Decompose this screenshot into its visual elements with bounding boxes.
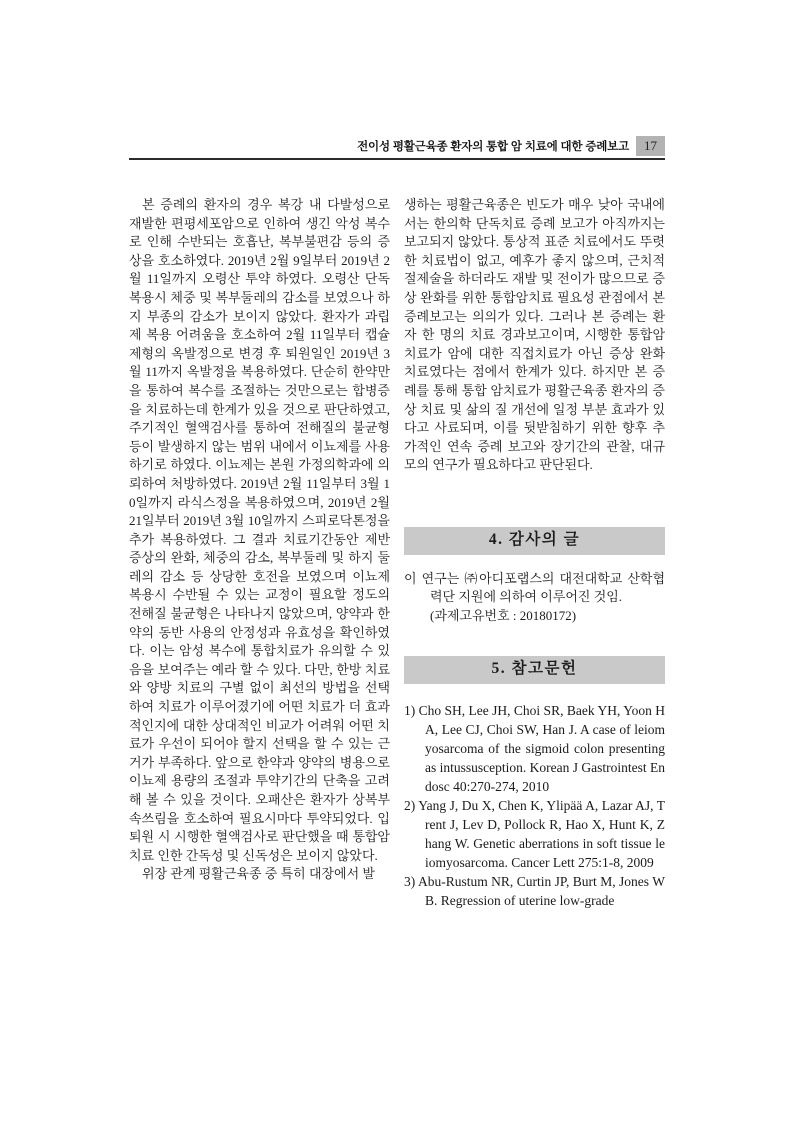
reference-marker: 3) [404, 873, 416, 889]
acknowledgment-text: 이 연구는 ㈜아디포랩스의 대전대학교 산학협력단 지원에 의하여 이루어진 것임. [404, 570, 665, 605]
reference-text: Yang J, Du X, Chen K, Ylipää A, Lazar AJ, Trent J, Lev D, Pollock R, Hao X, Hunt K, Zhang W. Genetic aberrations in soft tissue leiomyosarcoma. Cancer Lett 275:1-8, 2009 [418, 797, 666, 870]
two-column-body [129, 196, 665, 910]
reference-item [404, 796, 665, 872]
page-content [129, 136, 665, 910]
section-heading-references: 5. 참고문헌 [404, 656, 665, 684]
body-paragraph: 위장 관계 평활근육종 중 특히 대장에서 발 [142, 866, 375, 882]
page-header [129, 136, 665, 156]
section-heading-acknowledgment: 4. 감사의 글 [404, 527, 665, 555]
body-paragraph-continuation: 생하는 평활근육종은 빈도가 매우 낮아 국내에서는 한의학 단독치료 증례 보고가 아직까지는 보고되지 않았다. 통상적 표준 치료에서도 뚜렷한 치료법이 없고, 예후가 좋지 않으며, 근치적 절제술을 하더라도 재발 및 전이가 많으므로 증상 완화를 위한 통합암치료 필요성 관점에서 본 증례보고는 의의가 있다. 그러나 본 증례는 환자 한 명의 치료 경과보고이며, 시행한 통합암치료가 암에 대한 직접치료가 아닌 증상 완화 치료였다는 점에서 한계가 있다. 하지만 본 증례를 통해 통합 암치료가 평활근육종 환자의 증상 치료 및 삶의 질 개선에 일정 부분 효과가 있다고 사료되며, 이를 뒷받침하기 위한 향후 추가적인 연속 증례 보고와 장기간의 관찰, 대규모의 연구가 필요하다고 판단된다. [404, 197, 665, 473]
reference-marker: 1) [404, 702, 416, 718]
page-number: 17 [636, 136, 665, 156]
right-column [404, 196, 665, 910]
body-paragraph: 본 증례의 환자의 경우 복강 내 다발성으로 재발한 편평세포암으로 인하여 생긴 악성 복수로 인해 수반되는 호흡난, 복부불편감 등의 증상을 호소하였다. 2019년 2월 9일부터 2019년 2월 11일까지 오령산 투약 하였다. 오령산 단독 복용시 체중 및 복부둘레의 감소를 보였으나 하지 부종의 감소가 보이지 않았다. 환자가 과립제 복용 어려움을 호소하여 2월 11일부터 캡슐제형의 옥발정으로 변경 후 퇴원일인 2019년 3월 11까지 옥발정을 복용하였다. 단순히 한약만을 통하여 복수를 조절하는 것만으로는 합병증을 치료하는데 한계가 있을 것으로 판단하였고, 주기적인 혈액검사를 통하여 전해질의 불균형 등이 발생하지 않는 범위 내에서 이뇨제를 사용하기로 하였다. 이뇨제는 본원 가정의학과에 의뢰하여 처방하였다. 2019년 2월 11일부터 3월 10일까지 라식스정을 복용하였으며, 2019년 2월 21일부터 2019년 3월 10일까지 스피로닥톤정을 추가 복용하였다. 그 결과 치료기간동안 제반 증상의 완화, 체중의 감소, 복부둘레 및 하지 둘레의 감소 등 상당한 호전을 보였으며 이뇨제 복용시 수반될 수 있는 교정이 필요할 정도의 전해질 불균형은 나타나지 않았으며, 양약과 한약의 동반 사용의 안정성과 유효성을 확인하였다. 이는 암성 복수에 통합치료가 유의할 수 있음을 보여주는 예라 할 수 있다. 다만, 한방 치료와 양방 치료의 구별 없이 최선의 방법을 선택하여 치료가 이루어졌기에 어떤 치료가 더 효과적인지에 대한 상대적인 비교가 어려워 어떤 치료가 우선이 되어야 할지 선택을 할 수 있는 근거가 부족하다. 앞으로 한약과 양약의 병용으로 이뇨제 용량의 조절과 투약기간의 단축을 고려해 볼 수 있을 것이다. 오패산은 환자가 상복부 속쓰림을 호소하여 필요시마다 투약되었다. 입퇴원 시 시행한 혈액검사로 판단했을 때 통합암치료 인한 간독성 및 신독성은 보이지 않았다. [129, 197, 390, 863]
acknowledgment-grant-number: (과제고유번호 : 20180172) [430, 607, 577, 623]
reference-marker: 2) [404, 797, 416, 813]
reference-text: Abu-Rustum NR, Curtin JP, Burt M, Jones WB. Regression of uterine low-grade [417, 873, 665, 908]
reference-item [404, 701, 665, 796]
header-rule [129, 158, 665, 160]
reference-list [404, 701, 665, 910]
left-column [129, 196, 390, 910]
reference-item [404, 872, 665, 910]
running-title: 전이성 평활근육종 환자의 통합 암 치료에 대한 증례보고 [357, 141, 629, 153]
reference-text: Cho SH, Lee JH, Choi SR, Baek YH, Yoon HA, Lee CJ, Choi SW, Han J. A case of leiomyosarcoma of the sigmoid colon presenting as intussusception. Korean J Gastrointest Endosc 40:270-274, 2010 [418, 702, 665, 794]
